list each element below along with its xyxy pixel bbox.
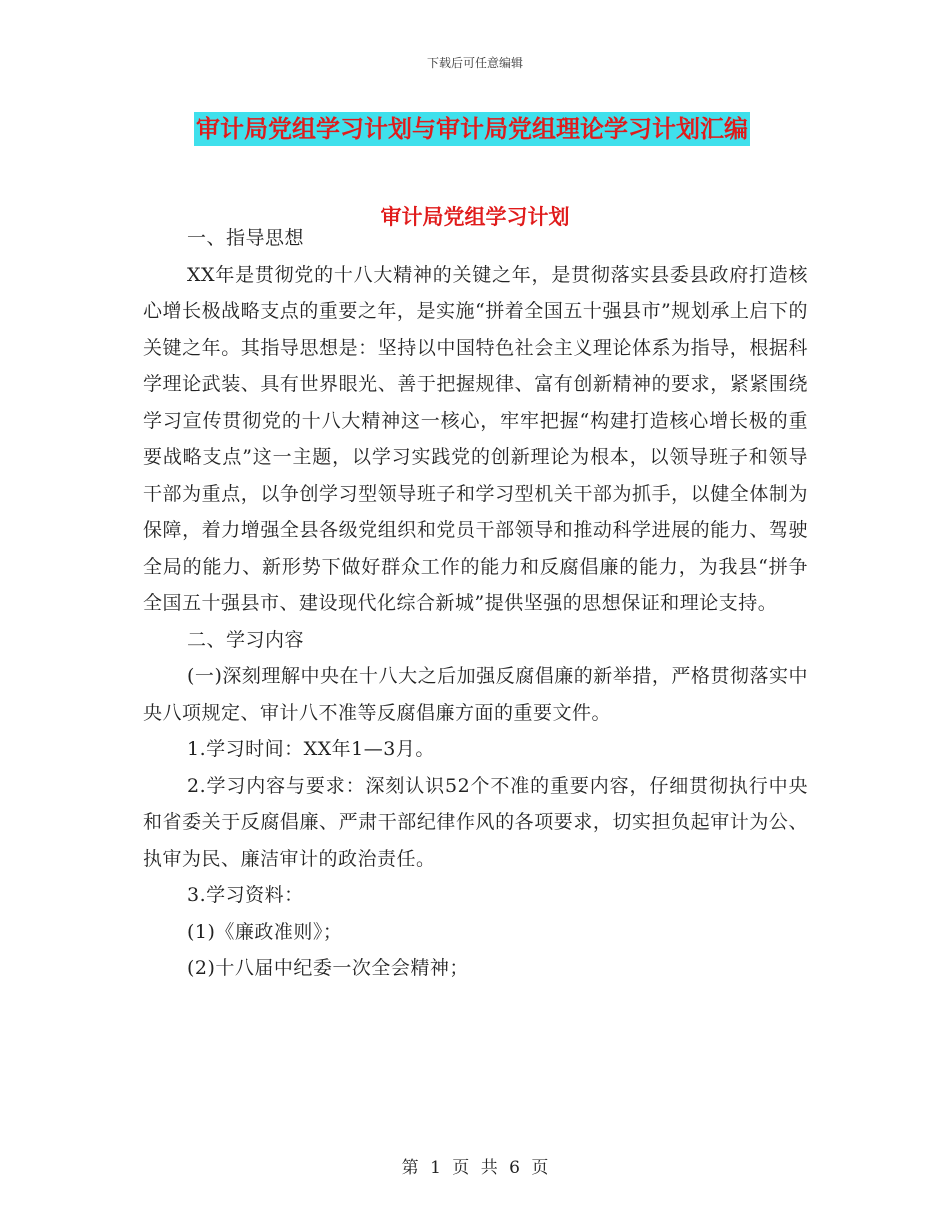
main-title: 审计局党组学习计划与审计局党组理论学习计划汇编 (194, 112, 750, 146)
header-note: 下载后可任意编辑 (426, 56, 523, 70)
paragraph-item-1: (一)深刻理解中央在十八大之后加强反腐倡廉的新举措，严格贯彻落实中央八项规定、审计八不准等反腐倡廉方面的重要文件。 (143, 665, 808, 724)
sub-title: 审计局党组学习计划 (380, 205, 570, 229)
section-heading-guiding-thought: 一、指导思想 (187, 227, 305, 249)
paragraph-study-time: 1.学习时间：XX年1—3月。 (187, 738, 435, 760)
paragraph-study-requirements: 2.学习内容与要求：深刻认识52个不准的重要内容，仔细贯彻执行中央和省委关于反腐倡廉、严肃干部纪律作风的各项要求，切实担负起审计为公、执审为民、廉洁审计的政治责任。 (143, 774, 808, 870)
document-body (143, 220, 808, 987)
paragraph-guiding-thought: XX年是贯彻党的十八大精神的关键之年，是贯彻落实县委县政府打造核心增长极战略支点的重要之年，是实施“拼着全国五十强县市”规划承上启下的关键之年。其指导思想是：坚持以中国特色社会主义理论体系为指导，根据科学理论武装、具有世界眼光、善于把握规律、富有创新精神的要求，紧紧围绕学习宣传贯彻党的十八大精神这一核心，牢牢把握“构建打造核心增长极的重要战略支点”这一主题，以学习实践党的创新理论为根本，以领导班子和领导干部为重点，以争创学习型领导班子和学习型机关干部为抓手，以健全体制为保障，着力增强全县各级党组织和党员干部领导和推动科学进展的能力、驾驶全局的能力、新形势下做好群众工作的能力和反腐倡廉的能力，为我县“拼争全国五十强县市、建设现代化综合新城”提供坚强的思想保证和理论支持。 (143, 263, 808, 614)
page-footer: 第 1 页 共 6 页 (401, 1158, 549, 1178)
main-title-container (194, 112, 802, 146)
list-item-material-2: (2)十八届中纪委一次全会精神； (187, 957, 469, 979)
list-item-material-1: (1)《廉政准则》； (187, 920, 343, 943)
paragraph-study-materials: 3.学习资料： (187, 884, 304, 906)
section-heading-study-content: 二、学习内容 (187, 628, 305, 651)
